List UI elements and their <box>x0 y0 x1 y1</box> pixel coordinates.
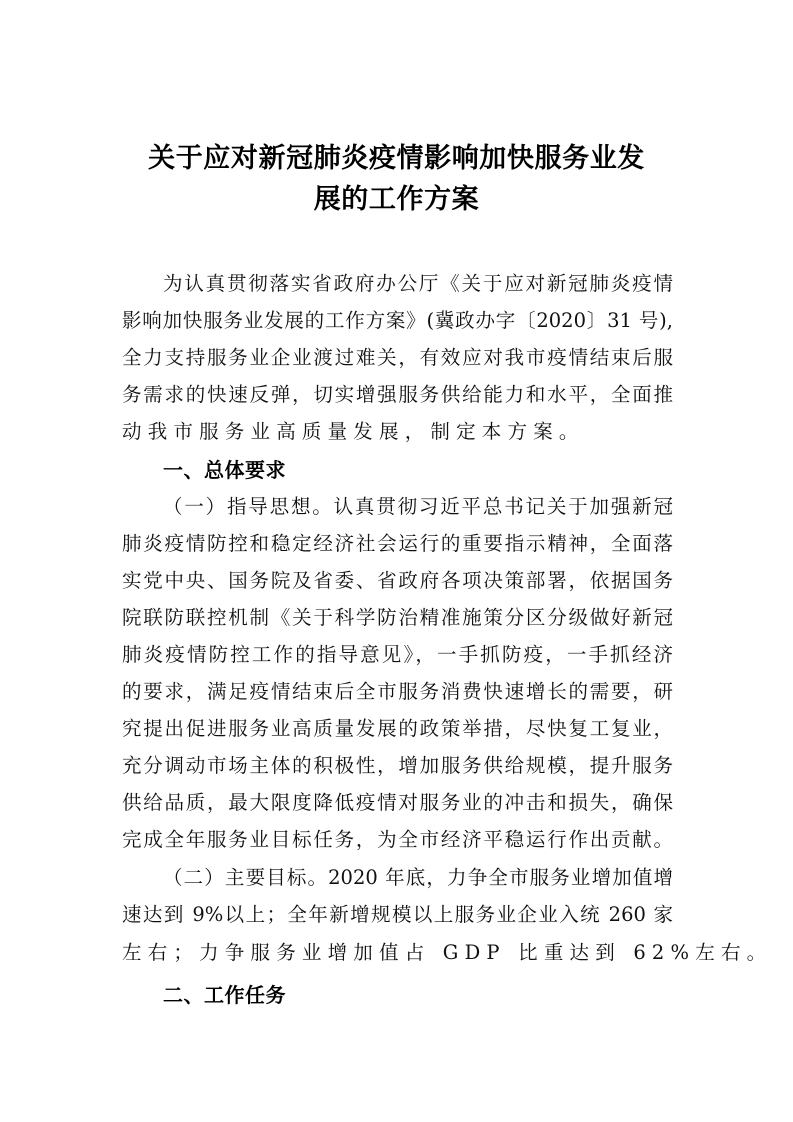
intro-line-3: 全力支持服务业企业渡过难关，有效应对我市疫情结束后服 <box>122 346 673 369</box>
document-title-line-1: 关于应对新冠肺炎疫情影响加快服务业发 <box>148 143 645 174</box>
main-goals-line-3: 左右；力争服务业增加值占 GDP 比重达到 62%左右。 <box>122 941 773 964</box>
guiding-thought-line-9: 供给品质，最大限度降低疫情对服务业的冲击和损失，确保 <box>122 791 673 814</box>
intro-line-4: 务需求的快速反弹，切实增强服务供给能力和水平，全面推 <box>122 383 673 406</box>
main-goals-line-1: （二）主要目标。2020 年底，力争全市服务业增加值增 <box>163 866 673 889</box>
guiding-thought-line-4: 院联防联控机制《关于科学防治精准施策分区分级做好新冠 <box>122 606 673 629</box>
section-heading-work-tasks: 二、工作任务 <box>163 983 286 1007</box>
main-goals-line-2: 速达到 9%以上；全年新增规模以上服务业企业入统 260 家 <box>122 903 673 926</box>
intro-line-2: 影响加快服务业发展的工作方案》(冀政办字〔2020〕31 号), <box>122 309 673 332</box>
guiding-thought-line-1: （一）指导思想。认真贯彻习近平总书记关于加强新冠 <box>163 495 673 518</box>
document-title-line-2: 展的工作方案 <box>313 184 480 215</box>
guiding-thought-line-5: 肺炎疫情防控工作的指导意见》，一手抓防疫，一手抓经济 <box>122 643 673 666</box>
intro-line-5: 动我市服务业高质量发展，制定本方案。 <box>122 420 585 443</box>
section-heading-overall-requirements: 一、总体要求 <box>163 458 286 482</box>
guiding-thought-line-8: 充分调动市场主体的积极性，增加服务供给规模，提升服务 <box>122 754 673 777</box>
guiding-thought-line-7: 究提出促进服务业高质量发展的政策举措，尽快复工复业， <box>122 717 673 740</box>
guiding-thought-line-3: 实党中央、国务院及省委、省政府各项决策部署，依据国务 <box>122 569 673 592</box>
guiding-thought-line-10: 完成全年服务业目标任务，为全市经济平稳运行作出贡献。 <box>122 828 673 851</box>
guiding-thought-line-6: 的要求，满足疫情结束后全市服务消费快速增长的需要，研 <box>122 680 673 703</box>
guiding-thought-line-2: 肺炎疫情防控和稳定经济社会运行的重要指示精神，全面落 <box>122 532 673 555</box>
intro-line-1: 为认真贯彻落实省政府办公厅《关于应对新冠肺炎疫情 <box>163 272 673 295</box>
